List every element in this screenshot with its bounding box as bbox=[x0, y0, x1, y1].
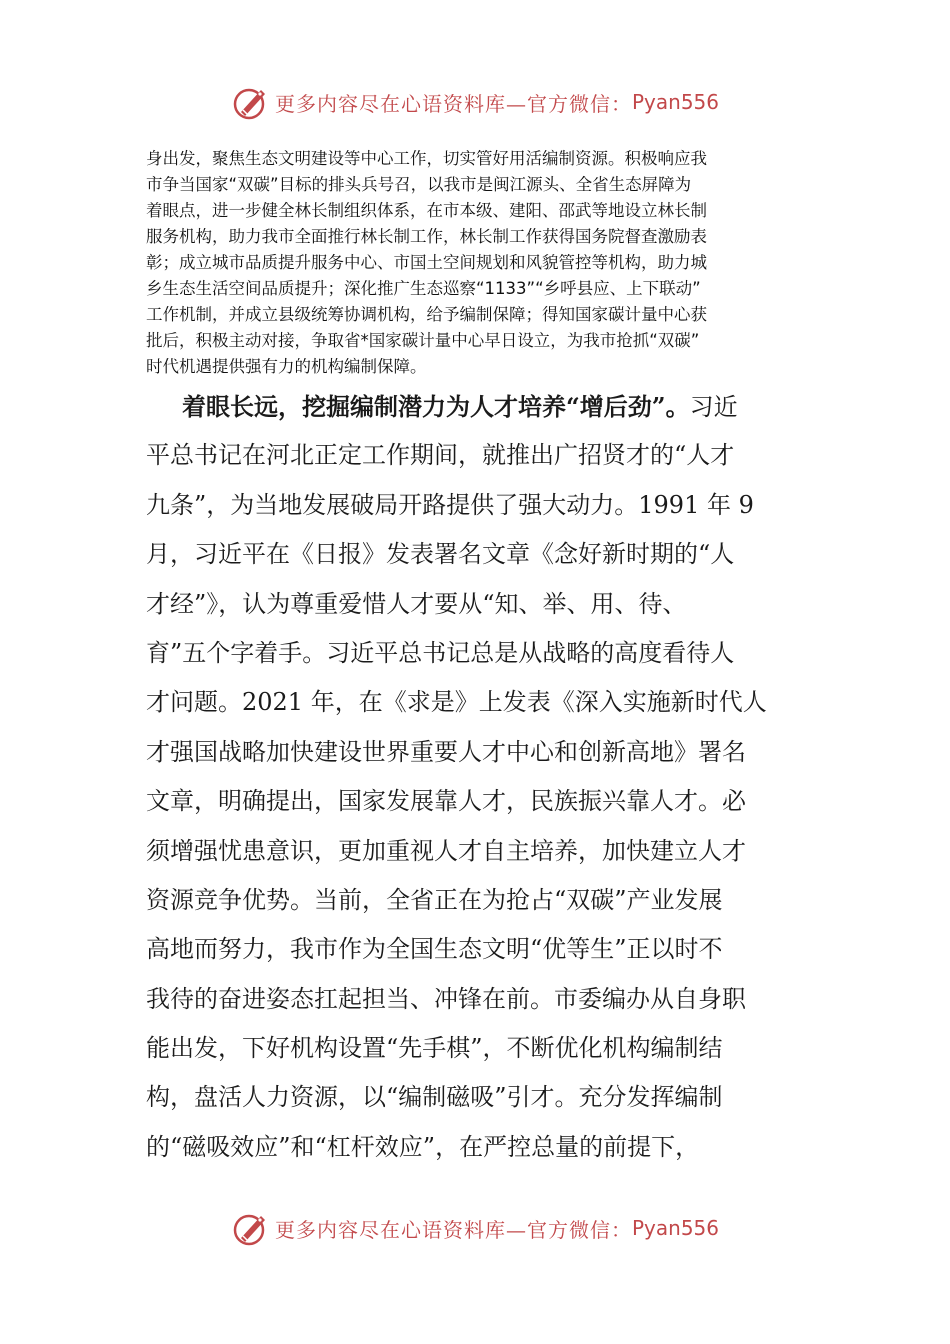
heading-trailing-text: 习近 bbox=[689, 393, 738, 421]
small-line: 批后，积极主动对接，争取省*国家碳计量中心早日设立，为我市抢抓“双碳” bbox=[146, 331, 700, 350]
banner-wechat-id: Pyan556 bbox=[631, 90, 719, 114]
header-banner bbox=[0, 80, 950, 124]
small-line: 工作机制，并成立县级统筹协调机构，给予编制保障；得知国家碳计量中心获 bbox=[146, 305, 707, 324]
main-line: 文章，明确提出，国家发展靠人才，民族振兴靠人才。必 bbox=[146, 787, 746, 816]
small-line: 服务机构，助力我市全面推行林长制工作，林长制工作获得国务院督查激励表 bbox=[146, 227, 707, 246]
main-line: 资源竞争优势。当前，全省正在为抢占“双碳”产业发展 bbox=[146, 885, 723, 914]
main-first-line bbox=[146, 382, 808, 431]
main-line: 构，盘活人力资源，以“编制磁吸”引才。充分发挥编制 bbox=[146, 1083, 723, 1112]
main-line: 高地而努力，我市作为全国生态文明“优等生”正以时不 bbox=[146, 935, 723, 964]
main-line: 我待的奋进姿态扛起担当、冲锋在前。市委编办从自身职 bbox=[146, 984, 746, 1013]
main-line: 月，习近平在《日报》发表署名文章《念好新时期的“人 bbox=[146, 540, 735, 569]
main-line: 能出发，下好机构设置“先手棋”，不断优化机构编制结 bbox=[146, 1034, 723, 1063]
small-line: 市争当国家“双碳”目标的排头兵号召，以我市是闽江源头、全省生态屏障为 bbox=[146, 175, 692, 194]
pen-nib-logo-icon bbox=[231, 82, 271, 122]
small-paragraph bbox=[146, 146, 806, 380]
banner-brand-text: 更多内容尽在心语资料库—官方微信： bbox=[274, 1217, 632, 1242]
main-line: 才问题。2021 年，在《求是》上发表《深入实施新时代人 bbox=[146, 688, 767, 717]
main-line: 平总书记在河北正定工作期间，就推出广招贤才的“人才 bbox=[146, 441, 735, 470]
small-line: 彰；成立城市品质提升服务中心、市国土空间规划和风貌管控等机构，助力城 bbox=[146, 253, 707, 272]
small-line: 身出发，聚焦生态文明建设等中心工作，切实管好用活编制资源。积极响应我 bbox=[146, 149, 707, 168]
banner-brand-text: 更多内容尽在心语资料库—官方微信： bbox=[274, 91, 632, 116]
main-line: 才经”》，认为尊重爱惜人才要从“知、举、用、待、 bbox=[146, 589, 687, 618]
small-line: 着眼点，进一步健全林长制组织体系，在市本级、建阳、邵武等地设立林长制 bbox=[146, 201, 707, 220]
small-line: 乡生态生活空间品质提升；深化推广生态巡察“1133”“乡呼县应、上下联动” bbox=[146, 279, 701, 298]
main-line: 育”五个字着手。习近平总书记总是从战略的高度看待人 bbox=[146, 638, 735, 667]
pen-nib-logo-icon bbox=[231, 1208, 271, 1248]
small-line: 时代机遇提供强有力的机构编制保障。 bbox=[146, 357, 427, 376]
main-line: 九条”，为当地发展破局开路提供了强大动力。1991 年 9 bbox=[146, 490, 754, 519]
main-line: 须增强忧患意识，更加重视人才自主培养，加快建立人才 bbox=[146, 836, 746, 865]
paragraph-heading: 着眼长远，挖掘编制潜力为人才培养“增后劲”。 bbox=[182, 392, 690, 421]
footer-banner bbox=[0, 1206, 950, 1250]
main-line: 的“磁吸效应”和“杠杆效应”，在严控总量的前提下， bbox=[146, 1132, 700, 1161]
main-line: 才强国战略加快建设世界重要人才中心和创新高地》署名 bbox=[146, 737, 746, 766]
main-paragraph bbox=[146, 382, 808, 1172]
banner-wechat-id: Pyan556 bbox=[631, 1216, 719, 1240]
